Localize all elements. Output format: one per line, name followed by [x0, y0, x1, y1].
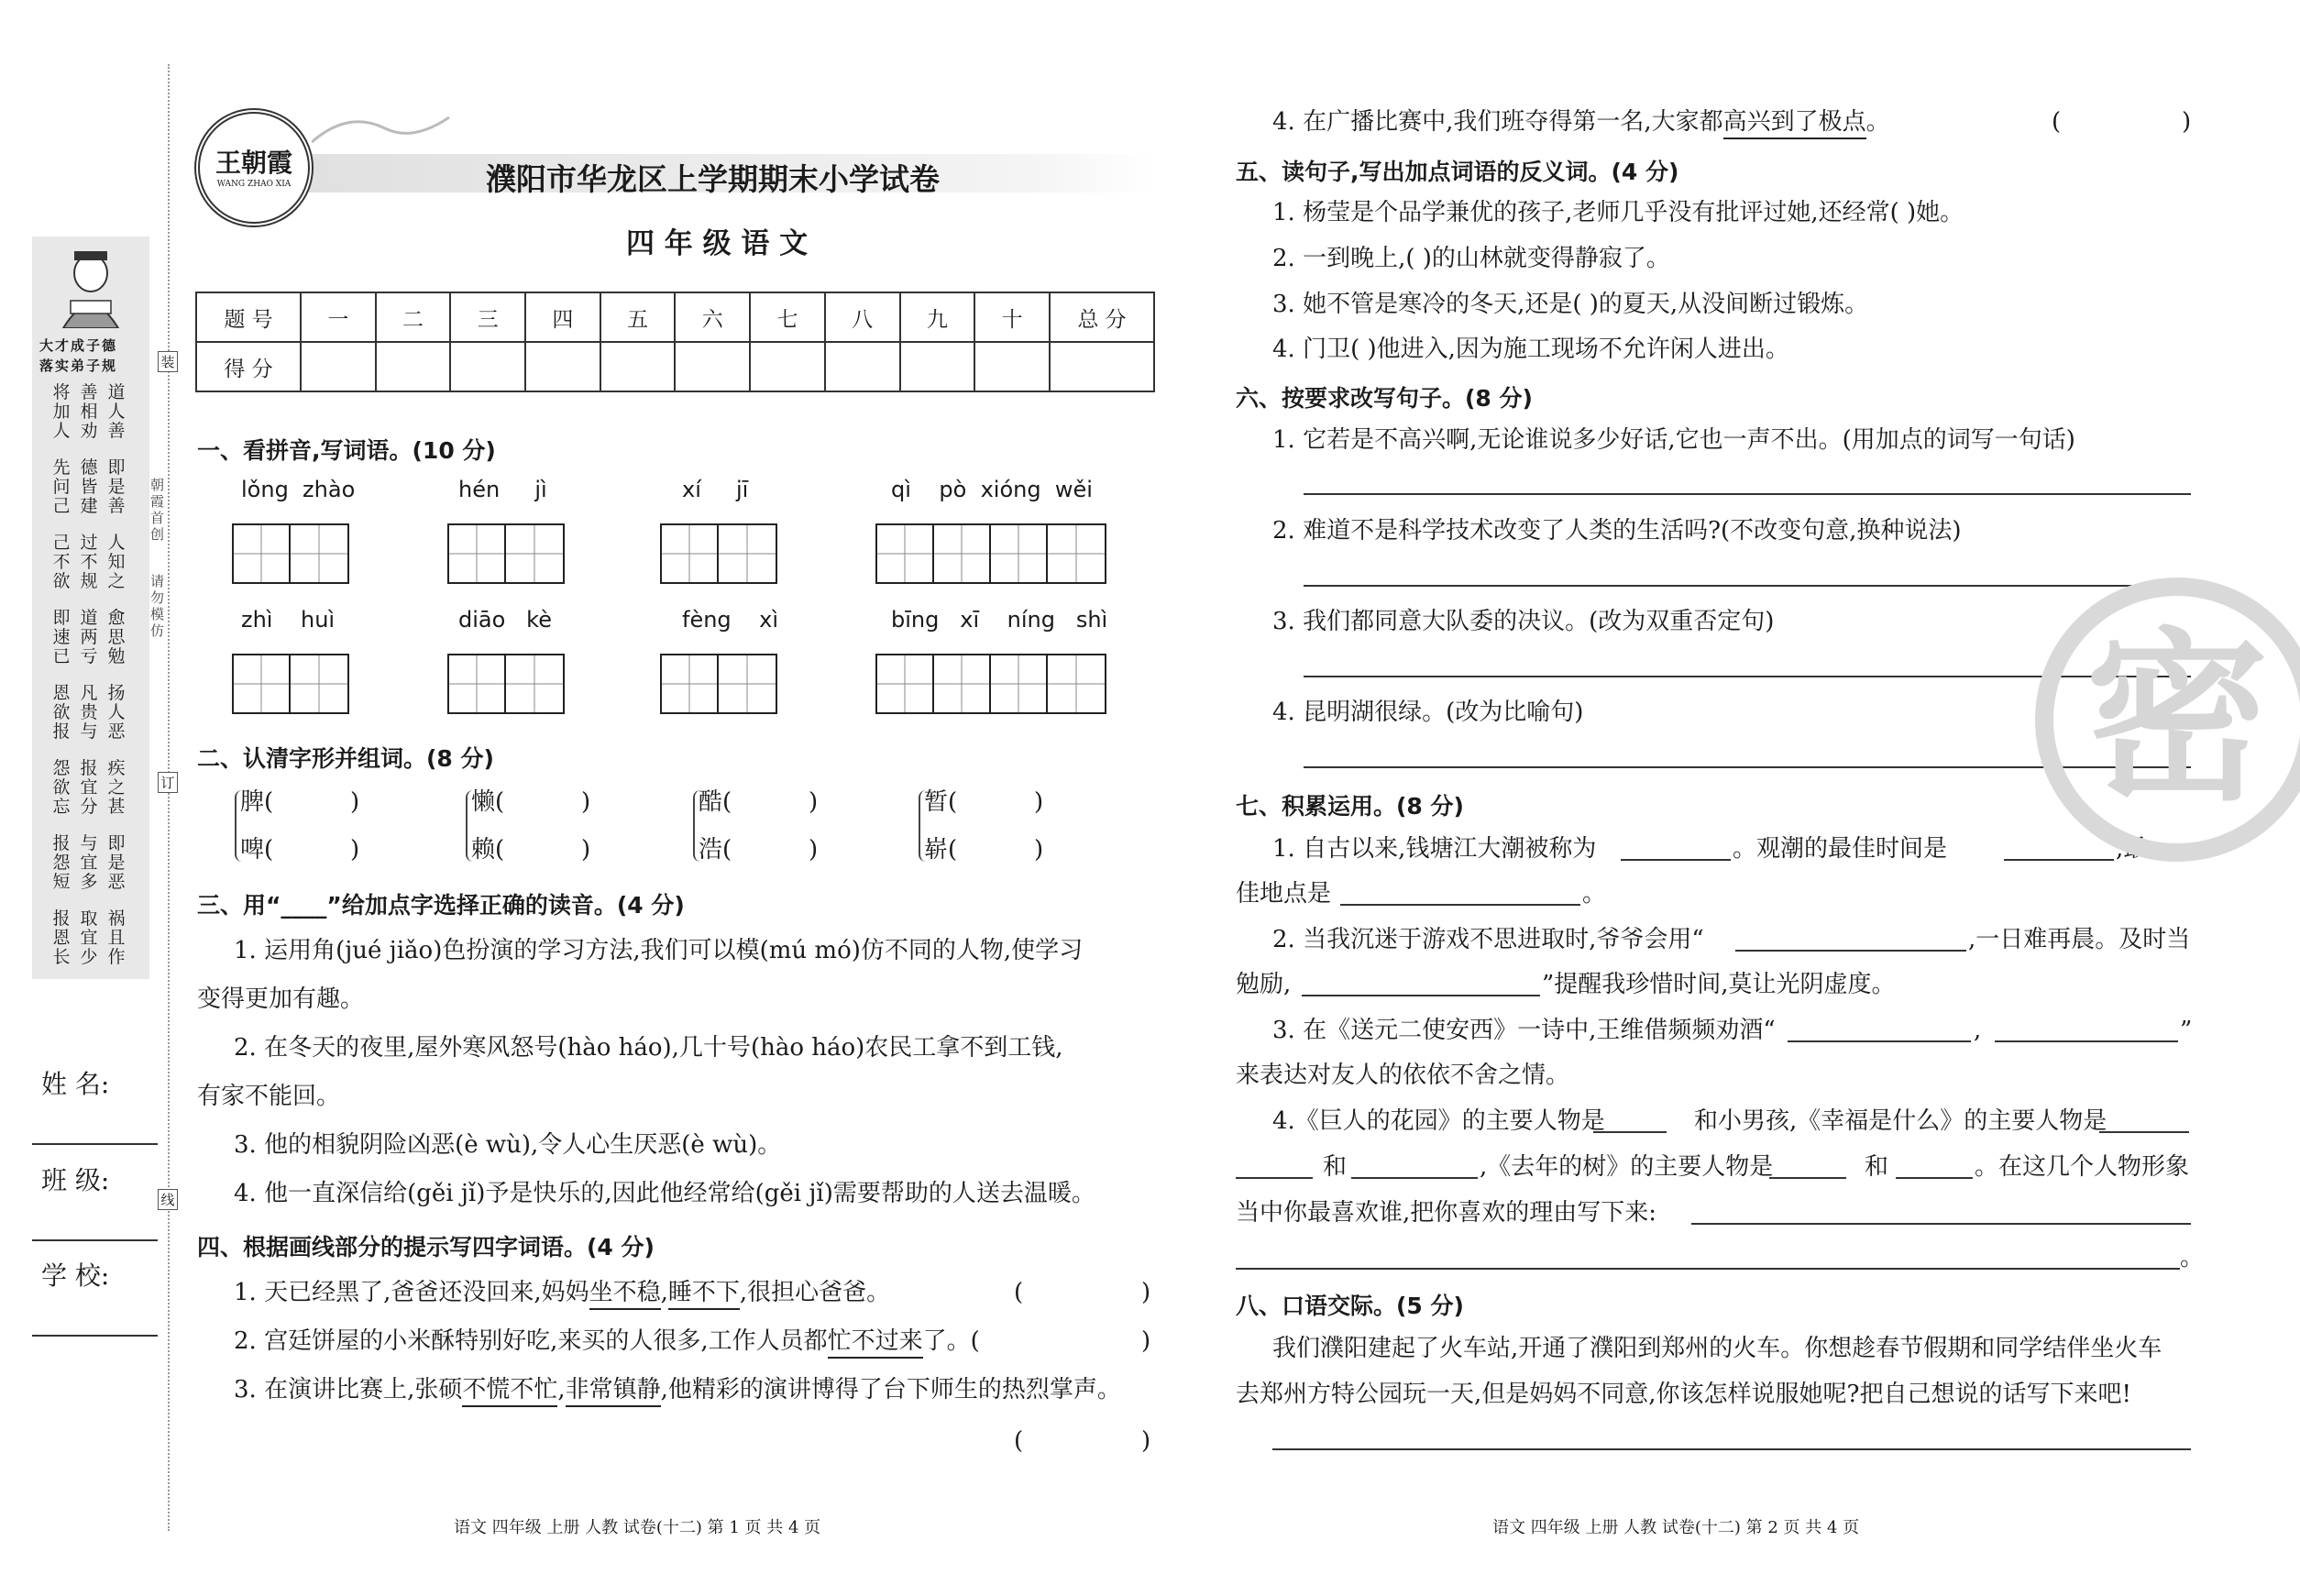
motto-column: 过不规: [80, 533, 98, 591]
s4-1-mid: ,: [660, 1279, 668, 1306]
writing-grid[interactable]: [660, 523, 777, 584]
s7-blank-2[interactable]: [2004, 859, 2114, 861]
grid-cell[interactable]: [234, 655, 291, 712]
char-pair-item: 崭(: [924, 836, 958, 864]
class-label: 班 级:: [41, 1165, 110, 1195]
grid-cell[interactable]: [991, 525, 1048, 582]
motto-column: 怨欲忘: [52, 758, 71, 817]
score-input-cell[interactable]: [450, 342, 525, 391]
s7-blank-5[interactable]: [1302, 995, 1540, 996]
s3-line-3: 3. 他的相貌阴险凶恶(è wù),令人心生厌恶(è wù)。: [234, 1131, 782, 1159]
s7-blank-4[interactable]: [1735, 950, 1966, 952]
score-header-cell: 六: [675, 292, 750, 342]
grid-cell[interactable]: [506, 525, 563, 582]
s7-1c: ,最: [2116, 835, 2148, 863]
grid-cell[interactable]: [506, 655, 563, 712]
score-table: [195, 292, 1155, 392]
s4-1-paren-open: (: [1014, 1279, 1024, 1306]
s4-1-paren-close[interactable]: ): [1141, 1279, 1151, 1306]
grid-cell[interactable]: [934, 655, 991, 712]
s4-3-paren-close[interactable]: ): [1141, 1427, 1151, 1455]
s7-4b: 和小男孩,《幸福是什么》的主要人物是: [1694, 1107, 2107, 1135]
char-pair-close[interactable]: ): [350, 836, 360, 864]
logo-subtext: WANG ZHAO XIA: [216, 180, 292, 189]
s7-1b: 。观潮的最佳时间是: [1733, 835, 1948, 863]
pinyin-label: lǒng zhào: [241, 477, 356, 502]
score-input-cell[interactable]: [900, 342, 975, 391]
s7-blank-9[interactable]: [2099, 1131, 2189, 1133]
s4-1-u1: 坐不稳: [589, 1277, 661, 1310]
s6-line-3: 3. 我们都同意大队委的决议。(改为双重否定句): [1272, 608, 1775, 635]
motto-column: 将加人: [52, 382, 71, 441]
s7-2a: 2. 当我沉迷于游戏不思进取时,爷爷会用“: [1272, 926, 1704, 953]
grid-cell[interactable]: [662, 525, 719, 582]
section-2-heading: 二、认清字形并组词。(8 分): [197, 745, 494, 772]
pinyin-label: zhì huì: [241, 607, 336, 633]
exam-subtitle: 四 年 级 语 文: [626, 227, 809, 260]
char-pair-close[interactable]: ): [350, 788, 360, 816]
s3-line-2a: 2. 在冬天的夜里,屋外寒风怒号(hào háo),几十号(hào háo)农民工拿不到工钱,: [234, 1034, 1063, 1062]
score-header-cell: 三: [450, 292, 525, 342]
char-pair-item: 啤(: [240, 836, 274, 864]
binding-seal-2: 订: [158, 772, 178, 793]
s7-blank-7[interactable]: [1995, 1040, 2178, 1042]
s7-3c: ”: [2180, 1017, 2193, 1044]
motto-column: 取宜少: [80, 908, 98, 967]
motto-column: 报恩长: [52, 908, 71, 967]
score-input-cell[interactable]: [825, 342, 900, 391]
s7-blank-8[interactable]: [1593, 1131, 1667, 1133]
motto-column: 道人善: [107, 382, 126, 441]
footer-right: 语文 四年级 上册 人教 试卷(十二) 第 2 页 共 4 页: [1492, 1518, 1860, 1537]
s7-blank-1[interactable]: [1621, 859, 1731, 861]
s7-4d: ,《去年的树》的主要人物是: [1480, 1153, 1774, 1181]
motto-column: 恩欲报: [52, 683, 71, 742]
writing-grid[interactable]: [232, 523, 349, 584]
motto-columns: [52, 383, 135, 970]
s6-answer-2[interactable]: [1304, 585, 2191, 587]
motto-column: 愈思勉: [107, 608, 126, 666]
writing-grid[interactable]: [660, 654, 777, 714]
s7-2b: ,一日难再晨。及时当: [1968, 926, 2191, 953]
s4-4-u1: 高兴到了极点: [1723, 106, 1866, 139]
s7-4f: 。在这几个人物形象: [1975, 1153, 2190, 1181]
score-value-row: [196, 342, 1154, 391]
char-pair-close[interactable]: ): [581, 788, 591, 816]
grid-cell[interactable]: [291, 655, 347, 712]
grid-cell[interactable]: [291, 525, 347, 582]
s7-1e: 。: [1582, 880, 1607, 908]
class-line[interactable]: [32, 1239, 158, 1241]
s7-blank-12[interactable]: [1769, 1177, 1846, 1179]
s7-1d: 佳地点是: [1236, 880, 1332, 908]
score-header-cell: 一: [301, 292, 376, 342]
s7-1a: 1. 自古以来,钱塘江大潮被称为: [1272, 835, 1597, 863]
score-header-cell: 题 号: [196, 292, 301, 342]
score-header-cell: 五: [600, 292, 676, 342]
s4-line-3: [234, 1374, 1121, 1407]
grid-cell[interactable]: [449, 655, 506, 712]
s4-4-paren-open: (: [2052, 108, 2062, 136]
motto-column: 祸且作: [107, 908, 126, 967]
s7-2c: 勉励,: [1236, 971, 1292, 998]
s4-1-pre: 1. 天已经黑了,爸爸还没回来,妈妈: [234, 1279, 589, 1306]
s5-line-1: 1. 杨莹是个品学兼优的孩子,老师几乎没有批评过她,还经常( )她。: [1272, 199, 1964, 226]
grid-cell[interactable]: [991, 655, 1048, 712]
s3-line-1a: 1. 运用角(jué jiǎo)色扮演的学习方法,我们可以模(mú mó)仿不同的人物,使学习: [234, 937, 1084, 964]
writing-grid[interactable]: [232, 654, 349, 714]
grid-cell[interactable]: [449, 525, 506, 582]
score-input-cell[interactable]: [974, 342, 1050, 391]
char-pair-item: 脾(: [240, 788, 274, 816]
s3-line-2b: 有家不能回。: [197, 1083, 341, 1110]
pinyin-label: hén jì: [458, 477, 547, 502]
s7-2d: ”提醒我珍惜时间,莫让光阴虚度。: [1542, 971, 1896, 998]
s4-line-1: [234, 1277, 890, 1310]
s4-2-u1: 忙不过来: [828, 1326, 923, 1359]
motto-column: 与宜多: [80, 833, 98, 892]
motto-top: 大才成子德: [39, 337, 118, 354]
score-header-cell: 总 分: [1050, 292, 1154, 342]
section-4-heading: 四、根据画线部分的提示写四字词语。(4 分): [197, 1234, 655, 1260]
char-pair-close[interactable]: ): [1034, 836, 1044, 864]
binding-note-1: 朝霞首创: [150, 477, 165, 543]
char-pair-close[interactable]: ): [809, 836, 819, 864]
score-header-cell: 二: [376, 292, 451, 342]
binding-seal-3: 线: [158, 1189, 178, 1210]
s8-line-2: 去郑州方特公园玩一天,但是妈妈不同意,你该怎样说服她呢?把自己想说的话写下来吧!: [1236, 1381, 2131, 1408]
motto-column: 人知之: [107, 533, 126, 591]
dotted-binding-line: [168, 64, 170, 1531]
motto-column: 德皆建: [80, 457, 98, 516]
s7-4h: 。: [2180, 1244, 2205, 1271]
score-row-label: 得 分: [196, 342, 301, 391]
char-pair-close[interactable]: ): [581, 836, 591, 864]
s4-1-post: ,很担心爸爸。: [739, 1279, 891, 1306]
s7-blank-3[interactable]: [1340, 904, 1580, 906]
motto-column: 即是善: [107, 457, 126, 516]
school-line[interactable]: [32, 1335, 158, 1337]
s7-4a: 4.《巨人的花园》的主要人物是: [1272, 1107, 1605, 1135]
motto-column: 凡贵与: [80, 683, 98, 742]
char-pair-item: 赖(: [471, 836, 505, 864]
motto-column: 道两亏: [80, 608, 98, 666]
score-input-cell[interactable]: [600, 342, 676, 391]
s7-3a: 3. 在《送元二使安西》一诗中,王维借频频劝酒“: [1272, 1017, 1776, 1044]
s3-line-4: 4. 他一直深信给(gěi jǐ)予是快乐的,因此他经常给(gěi jǐ)需要帮助的人送去温暖。: [234, 1180, 1095, 1207]
grid-cell[interactable]: [719, 525, 776, 582]
s5-line-3: 3. 她不管是寒冷的冬天,还是( )的夏天,从没间断过锻炼。: [1272, 291, 1869, 318]
s4-3-post: ,他精彩的演讲博得了台下师生的热烈掌声。: [660, 1376, 1121, 1403]
motto-column: 善相劝: [80, 382, 98, 441]
s7-blank-14[interactable]: [1691, 1223, 2191, 1225]
s8-line-1: 我们濮阳建起了火车站,开通了濮阳到郑州的火车。你想趁春节假期和同学结伴坐火车: [1272, 1335, 2162, 1362]
section-8-heading: 八、口语交际。(5 分): [1236, 1293, 1464, 1319]
s5-line-4: 4. 门卫( )他进入,因为施工现场不允许闲人进出。: [1272, 336, 1789, 363]
pinyin-label: diāo kè: [458, 607, 552, 633]
s7-4g: 当中你最喜欢谁,把你喜欢的理由写下来:: [1236, 1199, 1657, 1227]
s4-4-post: 。: [1865, 108, 1890, 136]
section-6-heading: 六、按要求改写句子。(8 分): [1236, 385, 1533, 412]
motto-column: 报宜分: [80, 758, 98, 817]
score-header-cell: 七: [750, 292, 825, 342]
s4-3-u1: 不慌不忙: [462, 1374, 557, 1407]
name-line[interactable]: [32, 1143, 158, 1145]
s4-2-pre: 2. 宫廷饼屋的小米酥特别好吃,来买的人很多,工作人员都: [234, 1327, 828, 1355]
s4-3-mid: ,: [557, 1376, 566, 1403]
score-input-cell[interactable]: [750, 342, 825, 391]
s8-answer-line[interactable]: [1272, 1448, 2191, 1450]
footer-left: 语文 四年级 上册 人教 试卷(十二) 第 1 页 共 4 页: [454, 1518, 821, 1537]
motto-bottom: 落实弟子规: [39, 358, 118, 374]
char-pair-close[interactable]: ): [1034, 788, 1044, 816]
motto-column: 报怨短: [52, 833, 71, 892]
s4-3-u2: 非常镇静: [566, 1374, 661, 1407]
s6-line-4: 4. 昆明湖很绿。(改为比喻句): [1272, 699, 1584, 726]
score-header-row: [196, 292, 1154, 342]
pinyin-label: xí jī: [682, 477, 749, 502]
s4-2-post: 了。: [922, 1327, 971, 1355]
exam-title: 濮阳市华龙区上学期期末小学试卷: [486, 161, 940, 197]
s7-blank-6[interactable]: [1788, 1040, 1971, 1042]
pinyin-label: bīng xī níng shì: [891, 607, 1108, 633]
s4-2-paren-open: (: [970, 1327, 980, 1355]
section-5-heading: 五、读句子,写出加点词语的反义词。(4 分): [1236, 159, 1679, 185]
s4-4-pre: 4. 在广播比赛中,我们班夺得第一名,大家都: [1272, 108, 1723, 136]
motto-column: 扬人恶: [107, 683, 126, 742]
s6-line-1: 1. 它若是不高兴啊,无论谁说多少好话,它也一声不出。(用加点的词写一句话): [1272, 426, 2075, 454]
s7-blank-13[interactable]: [1896, 1177, 1973, 1179]
char-pair-item: 暂(: [924, 788, 958, 816]
s7-blank-10[interactable]: [1236, 1177, 1313, 1179]
s5-line-2: 2. 一到晚上,( )的山林就变得静寂了。: [1272, 245, 1670, 272]
motto-column: 即是恶: [107, 833, 126, 892]
motto-column: 先问己: [52, 457, 71, 516]
s3-line-1b: 变得更加有趣。: [197, 985, 365, 1013]
score-header-cell: 十: [974, 292, 1050, 342]
scholar-illustration: [54, 246, 127, 328]
s4-1-u2: 睡不下: [668, 1277, 740, 1310]
s6-line-2: 2. 难道不是科学技术改变了人类的生活吗?(不改变句意,换种说法): [1272, 517, 1962, 545]
s4-4-paren-close[interactable]: ): [2182, 108, 2192, 136]
writing-grid[interactable]: [875, 654, 1106, 714]
motto-column: 己不欲: [52, 533, 71, 591]
char-pair-item: 浩(: [699, 836, 732, 864]
logo-text: 王朝霞: [215, 148, 292, 178]
s4-3-pre: 3. 在演讲比赛上,张硕: [234, 1376, 463, 1403]
section-3-heading: 三、用“____”给加点字选择正确的读音。(4 分): [197, 892, 685, 919]
ribbon-decoration: [312, 110, 458, 147]
motto-panel: [32, 237, 149, 979]
score-input-cell[interactable]: [1050, 342, 1154, 391]
s7-4e: 和: [1865, 1153, 1889, 1181]
writing-grid[interactable]: [875, 523, 1106, 584]
secret-stamp: [2035, 578, 2300, 862]
s4-3-paren-open: (: [1014, 1427, 1024, 1455]
section-7-heading: 七、积累运用。(8 分): [1236, 793, 1464, 820]
score-header-cell: 八: [825, 292, 900, 342]
grid-cell[interactable]: [877, 525, 934, 582]
motto-column: 即速已: [52, 608, 71, 666]
score-input-cell[interactable]: [525, 342, 600, 391]
logo: [194, 108, 314, 227]
s7-3b: ,: [1974, 1017, 1982, 1044]
grid-cell[interactable]: [234, 525, 291, 582]
pinyin-label: qì pò xióng wěi: [891, 477, 1093, 502]
motto-column: 疾之甚: [107, 758, 126, 817]
s7-4c: 和: [1323, 1153, 1348, 1181]
s7-blank-15[interactable]: [1236, 1268, 2180, 1270]
grid-cell[interactable]: [934, 525, 991, 582]
name-label: 姓 名:: [41, 1069, 110, 1099]
s6-answer-1[interactable]: [1304, 493, 2191, 495]
writing-grid[interactable]: [447, 523, 565, 584]
s4-2-paren-close[interactable]: ): [1141, 1327, 1151, 1355]
char-pair-close[interactable]: ): [809, 788, 819, 816]
s4-line-4: [1272, 106, 1890, 139]
grid-cell[interactable]: [877, 655, 934, 712]
s4-line-2: [234, 1326, 980, 1359]
binding-note-2: 请勿模仿: [150, 573, 165, 639]
writing-grid[interactable]: [447, 654, 565, 714]
score-header-cell: 四: [525, 292, 600, 342]
section-1-heading: 一、看拼音,写词语。(10 分): [197, 437, 496, 464]
grid-cell[interactable]: [719, 655, 776, 712]
grid-cell[interactable]: [1048, 525, 1105, 582]
grid-cell[interactable]: [662, 655, 719, 712]
score-input-cell[interactable]: [376, 342, 451, 391]
binding-seal-1: 装: [158, 351, 178, 372]
char-pair-item: 懒(: [471, 788, 505, 816]
grid-cell[interactable]: [1048, 655, 1105, 712]
score-input-cell[interactable]: [675, 342, 750, 391]
s7-blank-11[interactable]: [1351, 1177, 1478, 1179]
school-label: 学 校:: [41, 1260, 110, 1291]
char-pair-item: 酷(: [699, 788, 732, 816]
score-header-cell: 九: [900, 292, 975, 342]
secret-stamp-text: 密: [2085, 612, 2269, 826]
pinyin-label: fèng xì: [682, 607, 779, 633]
score-input-cell[interactable]: [301, 342, 376, 391]
s7-3d: 来表达对友人的依依不舍之情。: [1236, 1062, 1570, 1089]
